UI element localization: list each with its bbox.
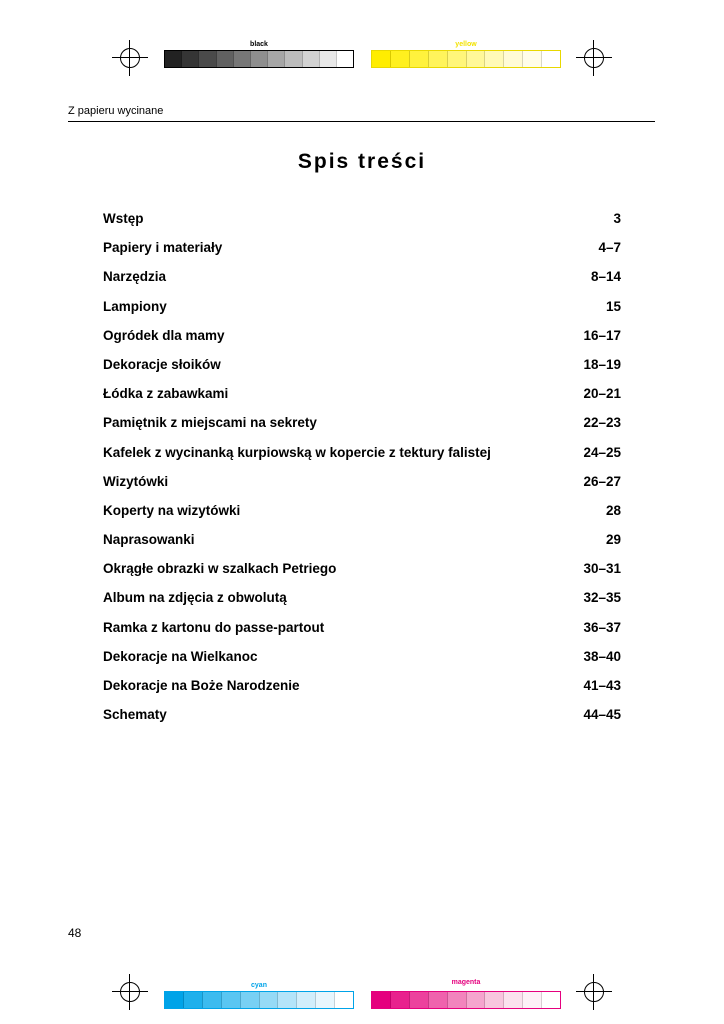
- color-swatch: [391, 51, 410, 67]
- color-swatch: [429, 992, 448, 1008]
- toc-entry-title: Wizytówki: [103, 473, 169, 489]
- color-swatch: [260, 992, 279, 1008]
- toc-entry-pages: 26–27: [583, 473, 621, 489]
- toc-entry-pages: 30–31: [583, 561, 621, 577]
- toc-entry-title: Lampiony: [103, 298, 167, 314]
- toc-entry-pages: 8–14: [590, 269, 621, 285]
- toc-entry: [103, 328, 621, 357]
- header-rule: [68, 121, 655, 122]
- toc-entry: [103, 707, 621, 736]
- color-swatch: [410, 51, 429, 67]
- registration-mark-bottom-left-icon: [112, 974, 148, 1010]
- color-swatch: [372, 51, 391, 67]
- color-swatch: [184, 992, 203, 1008]
- toc-entry-pages: 36–37: [583, 619, 621, 635]
- color-swatch: [485, 992, 504, 1008]
- color-swatch: [542, 51, 560, 67]
- toc-entry-pages: 15: [605, 298, 621, 314]
- color-swatch: [182, 51, 199, 67]
- toc-entry-pages: 38–40: [583, 648, 621, 664]
- cyan-color-bar: [164, 991, 354, 1009]
- color-swatch: [297, 992, 316, 1008]
- toc-entry-pages: 41–43: [583, 678, 621, 693]
- color-swatch: [391, 992, 410, 1008]
- color-swatch: [303, 51, 320, 67]
- toc-entry: [103, 415, 621, 444]
- toc-entry: [103, 240, 621, 269]
- color-swatch: [285, 51, 302, 67]
- toc-entry-title: Pamiętnik z miejscami na sekrety: [103, 415, 317, 431]
- page-title: Spis treści: [297, 150, 427, 173]
- color-swatch: [241, 992, 260, 1008]
- toc-entry: [103, 532, 621, 561]
- color-swatch: [504, 992, 523, 1008]
- toc-entry-pages: 28: [605, 502, 621, 518]
- toc-entry: [103, 649, 621, 678]
- color-swatch: [268, 51, 285, 67]
- color-swatch: [335, 992, 353, 1008]
- toc-entry: [103, 386, 621, 415]
- toc-entry-title: Koperty na wizytówki: [103, 502, 241, 518]
- toc-entry-pages: 24–25: [583, 444, 621, 460]
- toc-entry: [103, 503, 621, 532]
- toc-entry-pages: 32–35: [583, 590, 621, 606]
- toc-entry-title: Kafelek z wycinanką kurpiowską w kopercie z tektury falistej: [103, 444, 491, 460]
- toc-entry-title: Papiery i materiały: [103, 240, 223, 256]
- color-swatch: [372, 992, 391, 1008]
- color-swatch: [337, 51, 353, 67]
- toc-entry-pages: 44–45: [583, 707, 621, 723]
- color-swatch: [429, 51, 448, 67]
- color-swatch: [217, 51, 234, 67]
- toc-entry-title: Album na zdjęcia z obwolutą: [103, 590, 287, 606]
- color-swatch: [165, 51, 182, 67]
- toc-entry: [103, 445, 621, 474]
- toc-entry-title: Schematy: [103, 707, 167, 723]
- toc-entry-pages: 22–23: [583, 415, 621, 431]
- running-head: Z papieru wycinane: [68, 105, 164, 117]
- toc-entry-title: Ogródek dla mamy: [103, 327, 225, 343]
- black-bar-label: black: [250, 41, 268, 48]
- registration-mark-bottom-right-icon: [576, 974, 612, 1010]
- toc-entry-pages: 18–19: [583, 356, 621, 372]
- color-swatch: [234, 51, 251, 67]
- color-swatch: [278, 992, 297, 1008]
- toc-entry: [103, 590, 621, 619]
- color-swatch: [448, 992, 467, 1008]
- color-swatch: [467, 51, 486, 67]
- toc-entry-pages: 20–21: [583, 386, 621, 402]
- toc-entry: [103, 299, 621, 328]
- yellow-bar-label: yellow: [455, 41, 477, 48]
- table-of-contents: [103, 211, 621, 736]
- yellow-color-bar: [371, 50, 561, 68]
- toc-entry-title: Dekoracje na Wielkanoc: [103, 648, 258, 664]
- toc-entry-title: Ramka z kartonu do passe-partout: [103, 619, 325, 635]
- toc-entry-title: Wstęp: [103, 211, 144, 226]
- color-swatch: [504, 51, 523, 67]
- color-swatch: [467, 992, 486, 1008]
- toc-entry-title: Dekoracje słoików: [103, 356, 221, 372]
- black-color-bar: [164, 50, 354, 68]
- color-swatch: [410, 992, 429, 1008]
- toc-entry-pages: 4–7: [598, 240, 621, 256]
- color-swatch: [251, 51, 268, 67]
- color-swatch: [199, 51, 216, 67]
- magenta-bar-label: magenta: [451, 979, 481, 986]
- color-swatch: [523, 51, 542, 67]
- color-swatch: [320, 51, 337, 67]
- color-swatch: [316, 992, 335, 1008]
- magenta-color-bar: [371, 991, 561, 1009]
- color-swatch: [165, 992, 184, 1008]
- toc-entry-title: Naprasowanki: [103, 532, 195, 548]
- toc-entry-pages: 16–17: [583, 327, 621, 343]
- toc-entry: [103, 561, 621, 590]
- toc-entry-title: Okrągłe obrazki w szalkach Petriego: [103, 561, 337, 577]
- toc-entry: [103, 211, 621, 240]
- registration-mark-top-left-icon: [112, 40, 148, 76]
- toc-entry-title: Dekoracje na Boże Narodzenie: [103, 678, 300, 693]
- color-swatch: [203, 992, 222, 1008]
- toc-entry-title: Łódka z zabawkami: [103, 386, 229, 402]
- registration-mark-top-right-icon: [576, 40, 612, 76]
- color-swatch: [485, 51, 504, 67]
- color-swatch: [542, 992, 560, 1008]
- toc-entry: [103, 678, 621, 707]
- color-swatch: [523, 992, 542, 1008]
- toc-entry: [103, 620, 621, 649]
- toc-entry-pages: 29: [605, 532, 621, 548]
- cyan-bar-label: cyan: [251, 982, 267, 989]
- toc-entry: [103, 269, 621, 298]
- color-swatch: [448, 51, 467, 67]
- page-number: 48: [68, 926, 82, 940]
- toc-entry-pages: 3: [613, 211, 621, 226]
- toc-entry: [103, 357, 621, 386]
- toc-entry-title: Narzędzia: [103, 269, 167, 285]
- color-swatch: [222, 992, 241, 1008]
- toc-entry: [103, 474, 621, 503]
